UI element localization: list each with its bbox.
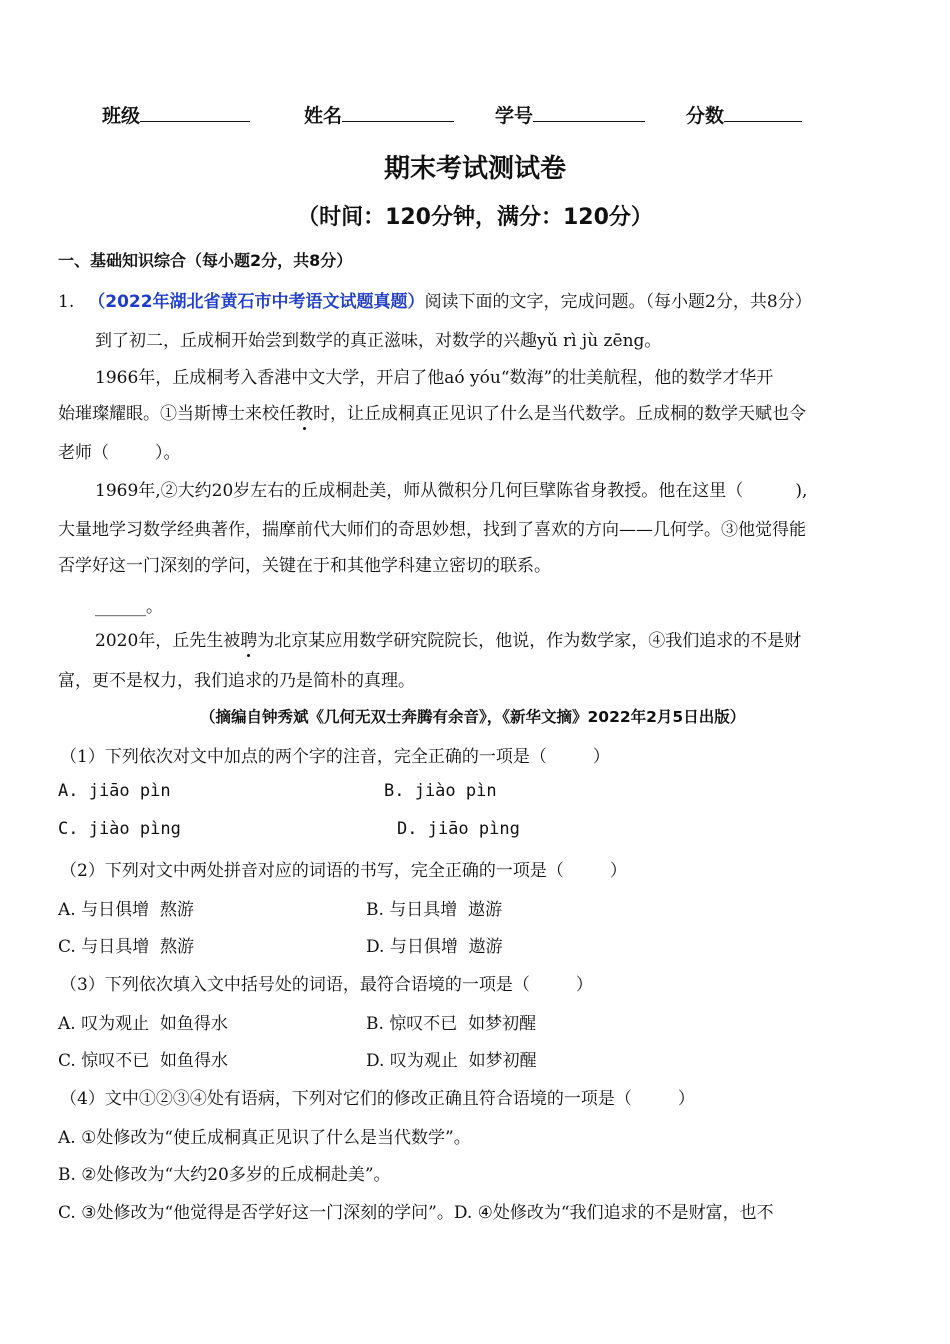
subquestion-2-option-c[interactable]: C. 与日具增 熬游 xyxy=(58,937,195,957)
subquestion-2-stem xyxy=(60,856,627,881)
name-blank[interactable] xyxy=(342,101,454,122)
question-1-intro xyxy=(58,287,812,312)
section-heading: 一、基础知识综合（每小题2分，共8分） xyxy=(58,251,353,270)
page-subtitle: （时间：120分钟，满分：120分） xyxy=(297,205,653,230)
subquestion-3-option-a[interactable]: A. 叹为观止 如鱼得水 xyxy=(58,1014,228,1034)
subquestion-4-option-c-d[interactable]: C. ③处修改为“他觉得是否学好这一门深刻的学问”。D. ④处修改为“我们追求的不是财富，也不 xyxy=(58,1203,774,1223)
score-blank[interactable] xyxy=(724,101,802,122)
dotted-char-pin: 聘 xyxy=(240,631,258,651)
passage-text: 1969年,②大约20岁左右的丘成桐赴美，师从微积分几何巨擘陈省身教授。他在这里（ xyxy=(95,481,744,501)
passage-text: 时，让丘成桐真正见识了什么是当代数学。丘成桐的数学天赋也令 xyxy=(313,404,806,424)
subquestion-3-option-d[interactable]: D. 叹为观止 如梦初醒 xyxy=(366,1051,537,1071)
passage-citation: （摘编自钟秀斌《几何无双士奔腾有余音》，《新华文摘》2022年2月5日出版） xyxy=(200,708,746,726)
name-field xyxy=(304,101,454,128)
question-text: （2）下列对文中两处拼音对应的词语的书写，完全正确的一项是（ xyxy=(60,861,564,881)
passage-paragraph-2-line-1: 1966年，丘成桐考入香港中文大学，开启了他aó yóu“数海”的壮美航程，他的数学才华开 xyxy=(95,368,774,388)
passage-text: ）。 xyxy=(155,443,181,463)
subquestion-1-option-d[interactable]: D. jiāo pìng xyxy=(397,819,520,839)
subquestion-3-option-b[interactable]: B. 惊叹不已 如梦初醒 xyxy=(366,1014,537,1034)
question-number: 1. xyxy=(58,292,75,312)
subquestion-1-stem xyxy=(60,742,610,767)
passage-paragraph-1: 到了初二，丘成桐开始尝到数学的真正滋味，对数学的兴趣yǔ rì jù zēng。 xyxy=(95,331,662,351)
question-text: ） xyxy=(609,861,627,881)
subquestion-3-option-c[interactable]: C. 惊叹不已 如鱼得水 xyxy=(58,1051,229,1071)
passage-blank-line: ______。 xyxy=(95,597,163,617)
score-field xyxy=(686,101,802,128)
question-text: （3）下列依次填入文中括号处的词语，最符合语境的一项是（ xyxy=(60,975,530,995)
subquestion-3-stem xyxy=(60,970,593,995)
page-title: 期末考试测试卷 xyxy=(383,154,566,184)
passage-paragraph-2-line-3 xyxy=(58,438,181,463)
question-text: （1）下列依次对文中加点的两个字的注音，完全正确的一项是（ xyxy=(60,747,547,767)
class-label: 班级 xyxy=(102,105,141,127)
passage-paragraph-3-line-2: 大量地学习数学经典著作，揣摩前代大师们的奇思妙想，找到了喜欢的方向——几何学。③他觉得能 xyxy=(58,520,806,540)
passage-text: 老师（ xyxy=(58,443,109,463)
dotted-char-jiao: 教 xyxy=(296,404,313,424)
question-text: ） xyxy=(575,975,593,995)
question-instruction: 阅读下面的文字，完成问题。（每小题2分，共8分） xyxy=(424,292,812,312)
student-id-blank[interactable] xyxy=(533,101,645,122)
passage-paragraph-2-line-2 xyxy=(58,399,806,424)
subquestion-4-stem xyxy=(60,1084,695,1109)
class-blank[interactable] xyxy=(140,101,250,122)
subquestion-1-option-b[interactable]: B. jiào pìn xyxy=(384,781,497,801)
subquestion-2-option-b[interactable]: B. 与日具增 遨游 xyxy=(366,900,503,920)
passage-paragraph-4-line-2: 富，更不是权力，我们追求的乃是简朴的真理。 xyxy=(58,671,415,691)
subquestion-4-option-a[interactable]: A. ①处修改为“使丘成桐真正见识了什么是当代数学”。 xyxy=(58,1128,471,1148)
passage-text: 2020年，丘先生被 xyxy=(95,631,241,651)
class-field xyxy=(102,101,250,128)
passage-text: 始璀璨耀眼。①当斯博士来校任 xyxy=(58,404,296,424)
subquestion-1-option-a[interactable]: A. jiāo pìn xyxy=(58,781,171,801)
subquestion-2-option-d[interactable]: D. 与日俱增 遨游 xyxy=(366,937,503,957)
subquestion-1-option-c[interactable]: C. jiào pìng xyxy=(58,819,181,839)
score-label: 分数 xyxy=(686,105,725,127)
passage-paragraph-3-line-3: 否学好这一门深刻的学问，关键在于和其他学科建立密切的联系。 xyxy=(58,556,551,576)
question-source: （2022年湖北省黄石市中考语文试题真题） xyxy=(88,292,425,312)
question-text: ） xyxy=(592,747,610,767)
passage-paragraph-3-line-1 xyxy=(95,476,807,501)
passage-text: ), xyxy=(795,481,808,501)
subquestion-4-option-b[interactable]: B. ②处修改为“大约20多岁的丘成桐赴美”。 xyxy=(58,1165,391,1185)
question-text: （4）文中①②③④处有语病，下列对它们的修改正确且符合语境的一项是（ xyxy=(60,1089,632,1109)
name-label: 姓名 xyxy=(304,105,343,127)
passage-text: 为北京某应用数学研究院院长，他说，作为数学家，④我们追求的不是财 xyxy=(257,631,802,651)
passage-paragraph-4-line-1 xyxy=(95,626,801,651)
student-id-field xyxy=(495,101,645,128)
subquestion-2-option-a[interactable]: A. 与日俱增 熬游 xyxy=(58,900,194,920)
question-text: ） xyxy=(677,1089,695,1109)
student-id-label: 学号 xyxy=(495,105,534,127)
